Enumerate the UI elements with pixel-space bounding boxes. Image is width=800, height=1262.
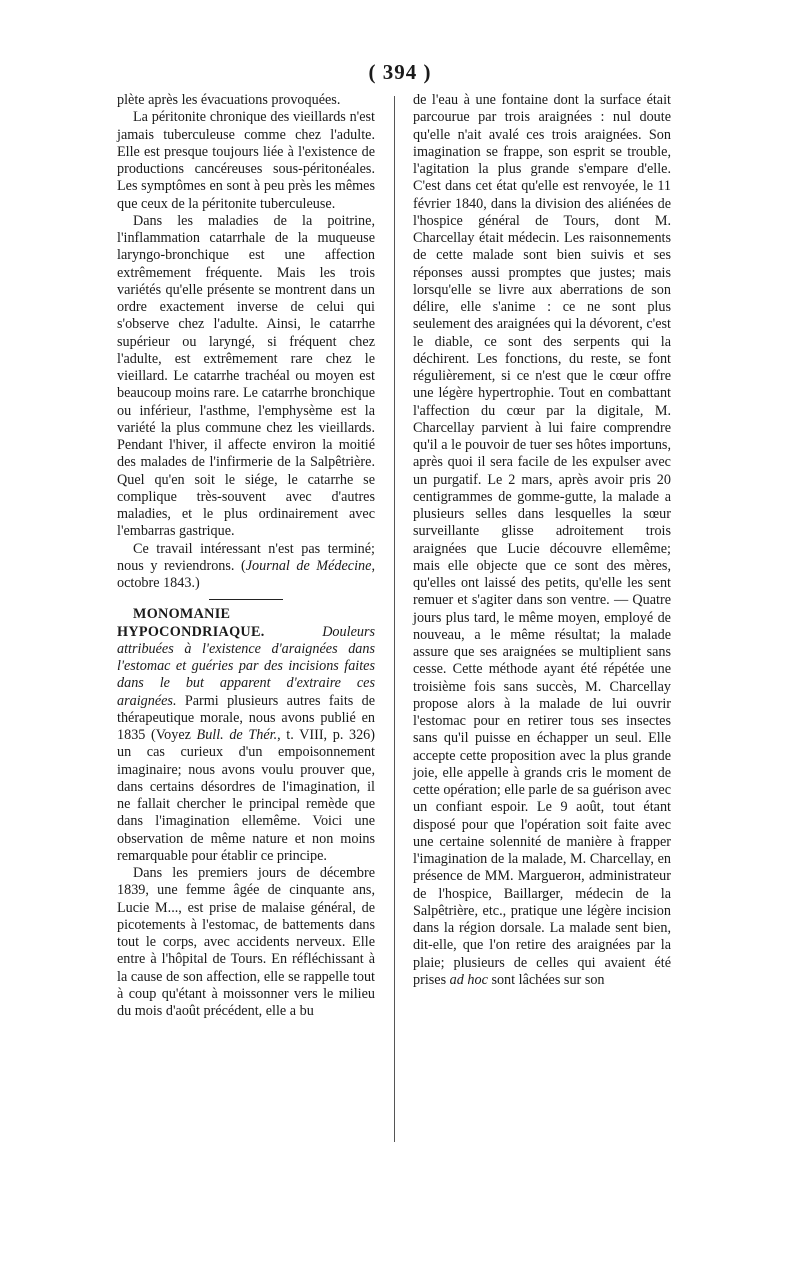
page-number: ( 394 )	[368, 60, 432, 84]
paragraph: plète après les évacuations provoquées.	[117, 92, 341, 108]
right-column	[413, 92, 671, 989]
article-heading: MONOMANIE HYPOCONDRIAQUE.	[117, 606, 265, 640]
section-rule	[209, 599, 283, 600]
paragraph	[413, 92, 671, 989]
source-title: Journal de Médecine	[245, 557, 372, 574]
source-date: , octobre 1843.)	[117, 557, 375, 591]
paragraph: Dans les maladies de la poitrine, l'inflammation catarrhale de la muqueuse laryngo-bronchique est une affection extrêmement fréquente. Mais les trois variétés qu'elle présente se montrent dans un ordre exactement inverse de celui qui s'observe chez l'adulte. Ainsi, le catarrhe supérieur ou laryngé, si fréquent chez l'adulte, est extrêmement rare chez le vieillard. Le catarrhe trachéal ou moyen est beaucoup moins rare. Le catarrhe bronchique ou inférieur, l'asthme, l'emphysème est la variété la plus commune chez les vieillards. Pendant l'hiver, il affecte environ la moitié des malades de l'infirmerie de la Salpêtrière. Quel qu'en soit le siége, le catarrhe se complique très-souvent avec d'autres maladies, et le plus ordinairement avec l'embarras gastrique.	[117, 212, 375, 540]
paragraph-text: sont lâchées sur son	[487, 971, 605, 988]
italic-phrase: ad hoc	[449, 971, 488, 988]
column-divider	[394, 96, 395, 1142]
paragraph: Dans les premiers jours de décembre 1839, une femme âgée de cinquante ans, Lucie M..., est prise de malaise général, de picotements à l'estomac, de battements dans tout le corps, avec accidents nerveux. Elle entre à l'hôpital de Tours. En réfléchissant à la cause de son affection, elle se rappelle tout à coup qu'étant à moissonner vers le milieu du mois d'août précédent, elle a bu	[117, 865, 375, 1019]
article-subtitle: Douleurs attribuées à l'existence d'araignées dans l'estomac et guéries par des incisions faites dans le but apparent d'extraire ces araignées.	[117, 623, 375, 709]
paragraph-text: de l'eau à une fontaine dont la surface était parcourue par trois araignées : nul doute qu'elle n'ait avalé ces trois araignées. Son imagination se frappe, son esprit se trouble, l'agitation la plus grande s'empare d'elle. C'est dans cet état qu'elle est renvoyée, le 11 février 1840, dans la division des aliénées de l'hospice général de Tours, dont M. Charcellay était médecin. Les raisonnements de cette malade sont bien suivis et ses réponses aussi promptes que justes; mais lorsqu'elle se livre aux aberrations de son délire, elle s'anime : ce ne sont plus seulement des araignées qui la dévorent, c'est le diable, ce sont des serpents qui la déchirent. Les fonctions, du reste, se font régulièrement, si ce n'est que le cœur offre une légère hypertrophie. Tout en combattant l'affection du cœur par la digitale, M. Charcellay parvient à lui faire comprendre qu'il a le pouvoir de tuer ses hôtes importuns, après quoi il sera facile de les expulser avec un purgatif. Le 2 mars, après avoir pris 20 centigrammes de gomme-gutte, la malade a plusieurs selles dans lesquelles la sœur surveillante glisse adroitement trois araignées que Lucie découvre ellemême; mais elle objecte que ce sont des mères, qu'elles ont laissé des petits, qu'elle les sent remuer et s'agiter dans son ventre. — Quatre jours plus tard, le même moyen, employé de nouveau, a le même résultat; la malade assure que ses araignées se multiplient sans cesse. Cette méthode ayant été répétée une troisième fois sans succès, M. Charcellay propose alors à la malade de lui ouvrir l'estomac pour en retirer tous ses insectes sans qu'il puisse en échapper un seul. Elle accepte cette proposition avec la plus grande joie, elle appelle à grands cris le moment de cette opération; elle parle de sa guérison avec un confiant espoir. Le 9 août, tout étant disposé pour que l'opération soit faite avec une certaine solennité de manière à frapper l'imagination de la malade, M. Charcellay, en présence de MM. Marguerон, administrateur de l'hospice, Baillarger, médecin de la Salpêtrière, etc., pratique une légère incision dans la région dorsale. La malade sent bien, dit-elle, que l'on retire des araignées par la plaie; plusieurs de celles qui avaient été prises	[413, 92, 672, 988]
article-paragraph	[117, 606, 375, 865]
left-column	[117, 92, 375, 1020]
paragraph-text: Parmi plusieurs autres faits de thérapeutique morale, nous avons publié en 1835 (Voyez	[117, 692, 376, 743]
reference-title: Bull. de Thér.	[196, 727, 278, 743]
paragraph: La péritonite chronique des vieillards n'est jamais tuberculeuse comme chez l'adulte. Elle est presque toujours liée à l'existence de productions cancéreuses sous-péritonéales. Les symptômes en sont à peu près les mêmes que ceux de la péritonite tuberculeuse.	[117, 109, 375, 212]
paragraph-text: , t. VIII, p. 326) un cas curieux d'un empoisonnement imaginaire; nous avons voulu prouver que, dans certains désordres de l'imagination, il ne fallait chercher le principal remède que dans l'imagination ellemême. Voici une observation de même nature et non moins remarquable pour établir ce principe.	[117, 727, 375, 864]
paragraph-text: Ce travail intéressant n'est pas terminé; nous y reviendrons. (	[117, 540, 375, 574]
paragraph	[117, 541, 375, 593]
